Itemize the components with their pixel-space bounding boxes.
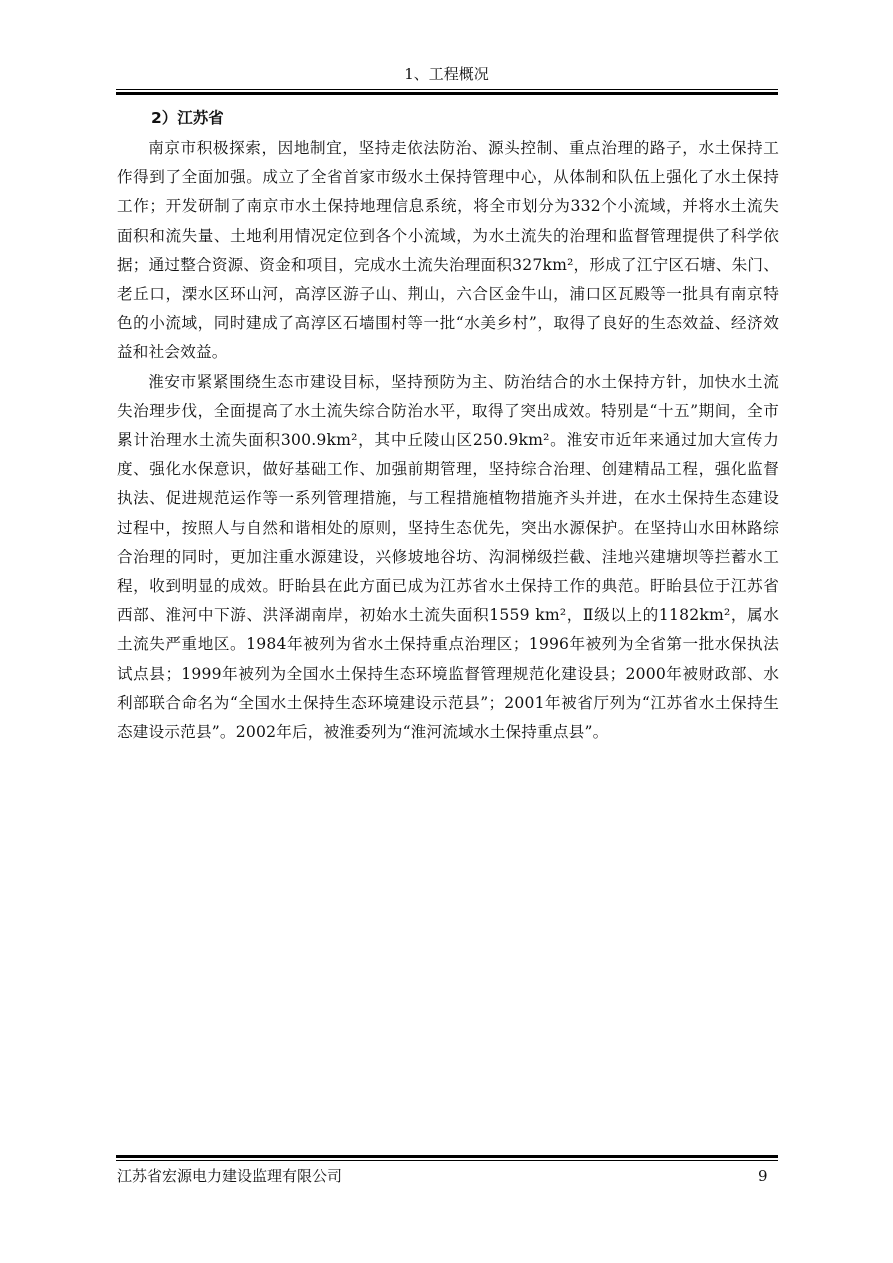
paragraph-huaian: 淮安市紧紧围绕生态市建设目标，坚持预防为主、防治结合的水土保持方针，加快水土流失治理步伐，全面提高了水土流失综合防治水平，取得了突出成效。特别是“十五”期间，全市累计治理水土流失面积300.9km²，其中丘陵山区250.9km²。淮安市近年来通过加大宣传力度、强化水保意识，做好基础工作、加强前期管理，坚持综合治理、创建精品工程，强化监督执法、促进规范运作等一系列管理措施，与工程措施植物措施齐头并进，在水土保持生态建设过程中，按照人与自然和谐相处的原则，坚持生态优先，突出水源保护。在坚持山水田林路综合治理的同时，更加注重水源建设，兴修坡地谷坊、沟洞梯级拦截、洼地兴建塘坝等拦蓄水工程，收到明显的成效。盱眙县在此方面已成为江苏省水土保持工作的典范。盱眙县位于江苏省西部、淮河中下游、洪泽湖南岸，初始水土流失面积1559 km²，Ⅱ级以上的1182km²，属水土流失严重地区。1984年被列为省水土保持重点治理区；1996年被列为全省第一批水保执法试点县；1999年被列为全国水土保持生态环境监督管理规范化建设县；2000年被财政部、水利部联合命名为“全国水土保持生态环境建设示范县”；2001年被省厅列为“江苏省水土保持生态建设示范县”。2002年后，被淮委列为“淮河流域水土保持重点县”。 — [117, 372, 779, 742]
running-header-title: 1、工程概况 — [404, 65, 489, 83]
page-number: 9 — [758, 1167, 768, 1185]
footer-rule-thin — [116, 1160, 778, 1161]
footer-company-name: 江苏省宏源电力建设监理有限公司 — [117, 1167, 343, 1185]
paragraph-nanjing: 南京市积极探索，因地制宜，坚持走依法防治、源头控制、重点治理的路子，水土保持工作得到了全面加强。成立了全省首家市级水土保持管理中心，从体制和队伍上强化了水土保持工作；开发研制了南京市水土保持地理信息系统，将全市划分为332个小流域，并将水土流失面积和流失量、土地利用情况定位到各个小流域，为水土流失的治理和监督管理提供了科学依据；通过整合资源、资金和项目，完成水土流失治理面积327km²，形成了江宁区石塘、朱门、老丘口，溧水区环山河，高淳区游子山、荆山，六合区金牛山，浦口区瓦殿等一批具有南京特色的小流域，同时建成了高淳区石墙围村等一批“水美乡村”，取得了良好的生态效益、经济效益和社会效益。 — [117, 139, 779, 362]
header-rule-thin — [116, 89, 778, 90]
section-heading: 2）江苏省 — [151, 109, 224, 127]
header-rule-thick — [116, 92, 778, 95]
footer-rule-thick — [116, 1155, 778, 1158]
page-body — [117, 104, 779, 747]
